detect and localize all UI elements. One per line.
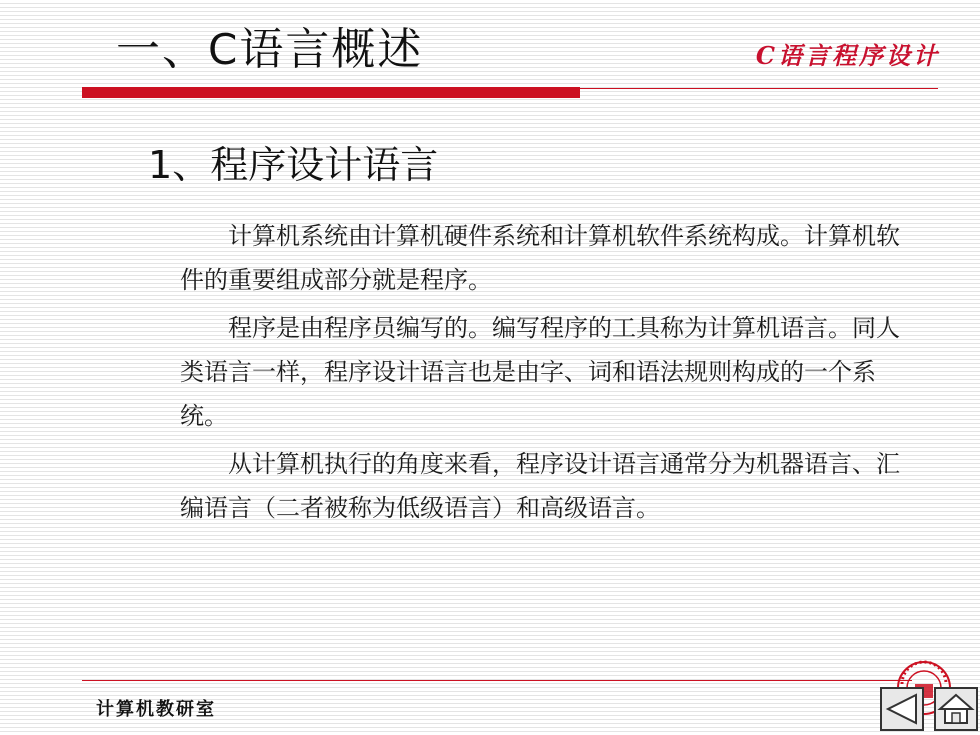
slide-title [116, 22, 423, 78]
home-button[interactable] [934, 687, 978, 731]
section-number: 1 [148, 143, 173, 187]
slide-body [180, 214, 900, 534]
header-rule-thick [82, 87, 580, 98]
course-title: C语言程序设计 [755, 41, 940, 70]
paragraph: 程序是由程序员编写的。编写程序的工具称为计算机语言。同人类语言一样，程序设计语言也是由字、词和语法规则构成的一个系统。 [180, 314, 900, 430]
home-icon [936, 689, 976, 729]
footer-rule [82, 680, 912, 681]
section-title: 、程序设计语言 [172, 143, 439, 187]
previous-slide-button[interactable] [880, 687, 924, 731]
slide-title-rest: 语言概述 [239, 24, 424, 75]
paragraph: 计算机系统由计算机硬件系统和计算机软件系统构成。计算机软件的重要组成部分就是程序。 [180, 222, 900, 294]
header-rule-thin [580, 88, 938, 89]
slide-title-latin: C [208, 25, 240, 74]
triangle-left-icon [882, 689, 922, 729]
section-heading [148, 140, 438, 190]
paragraph: 从计算机执行的角度来看，程序设计语言通常分为机器语言、汇编语言（二者被称为低级语言）和高级语言。 [180, 450, 900, 522]
department-label: 计算机教研室 [96, 699, 216, 720]
slide-title-prefix: 一、 [116, 24, 208, 75]
